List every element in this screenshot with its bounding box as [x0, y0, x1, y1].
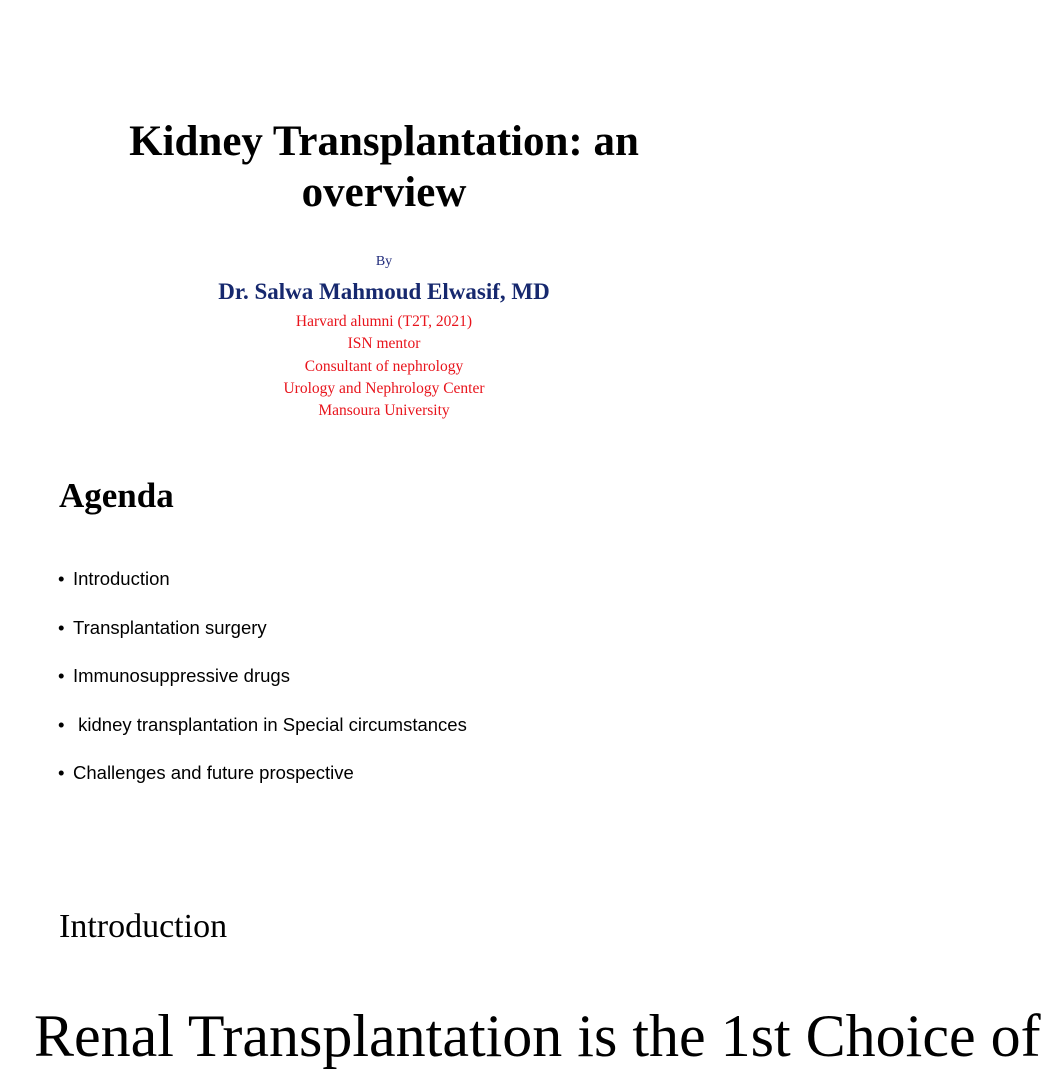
agenda-item-label: Introduction [73, 568, 170, 589]
agenda-item-label: Challenges and future prospective [73, 762, 354, 783]
agenda-heading: Agenda [59, 476, 174, 515]
agenda-item-label: Immunosuppressive drugs [73, 665, 290, 686]
bullet-icon: • [58, 762, 65, 783]
affiliation-line: ISN mentor [347, 335, 421, 353]
agenda-list [58, 566, 467, 809]
agenda-item [58, 760, 467, 809]
agenda-item [58, 615, 467, 664]
agenda-item-label: Transplantation surgery [73, 616, 267, 638]
title-line-2: overview [301, 169, 467, 216]
bullet-icon: • [58, 616, 65, 638]
title-line-1: Kidney Transplantation: an [129, 118, 639, 165]
agenda-item-label: kidney transplantation in Special circumstances [73, 713, 467, 735]
agenda-item [58, 712, 467, 761]
author-name: Dr. Salwa Mahmoud Elwasif, MD [218, 279, 550, 304]
affiliation-line: Harvard alumni (T2T, 2021) [295, 313, 473, 330]
affiliation-line: Consultant of nephrology [304, 357, 464, 375]
bullet-icon: • [58, 713, 65, 735]
introduction-partial-text: Renal Transplantation is the 1st Choice of [34, 1003, 1041, 1069]
affiliation-line: Mansoura University [318, 402, 450, 420]
presentation-title [0, 116, 768, 218]
introduction-heading: Introduction [59, 908, 228, 945]
agenda-item [58, 566, 467, 615]
by-label: By [375, 254, 393, 269]
affiliations [0, 311, 768, 422]
affiliation-line: Urology and Nephrology Center [283, 379, 485, 397]
bullet-icon: • [58, 568, 65, 589]
agenda-item [58, 663, 467, 712]
bullet-icon: • [58, 665, 65, 686]
